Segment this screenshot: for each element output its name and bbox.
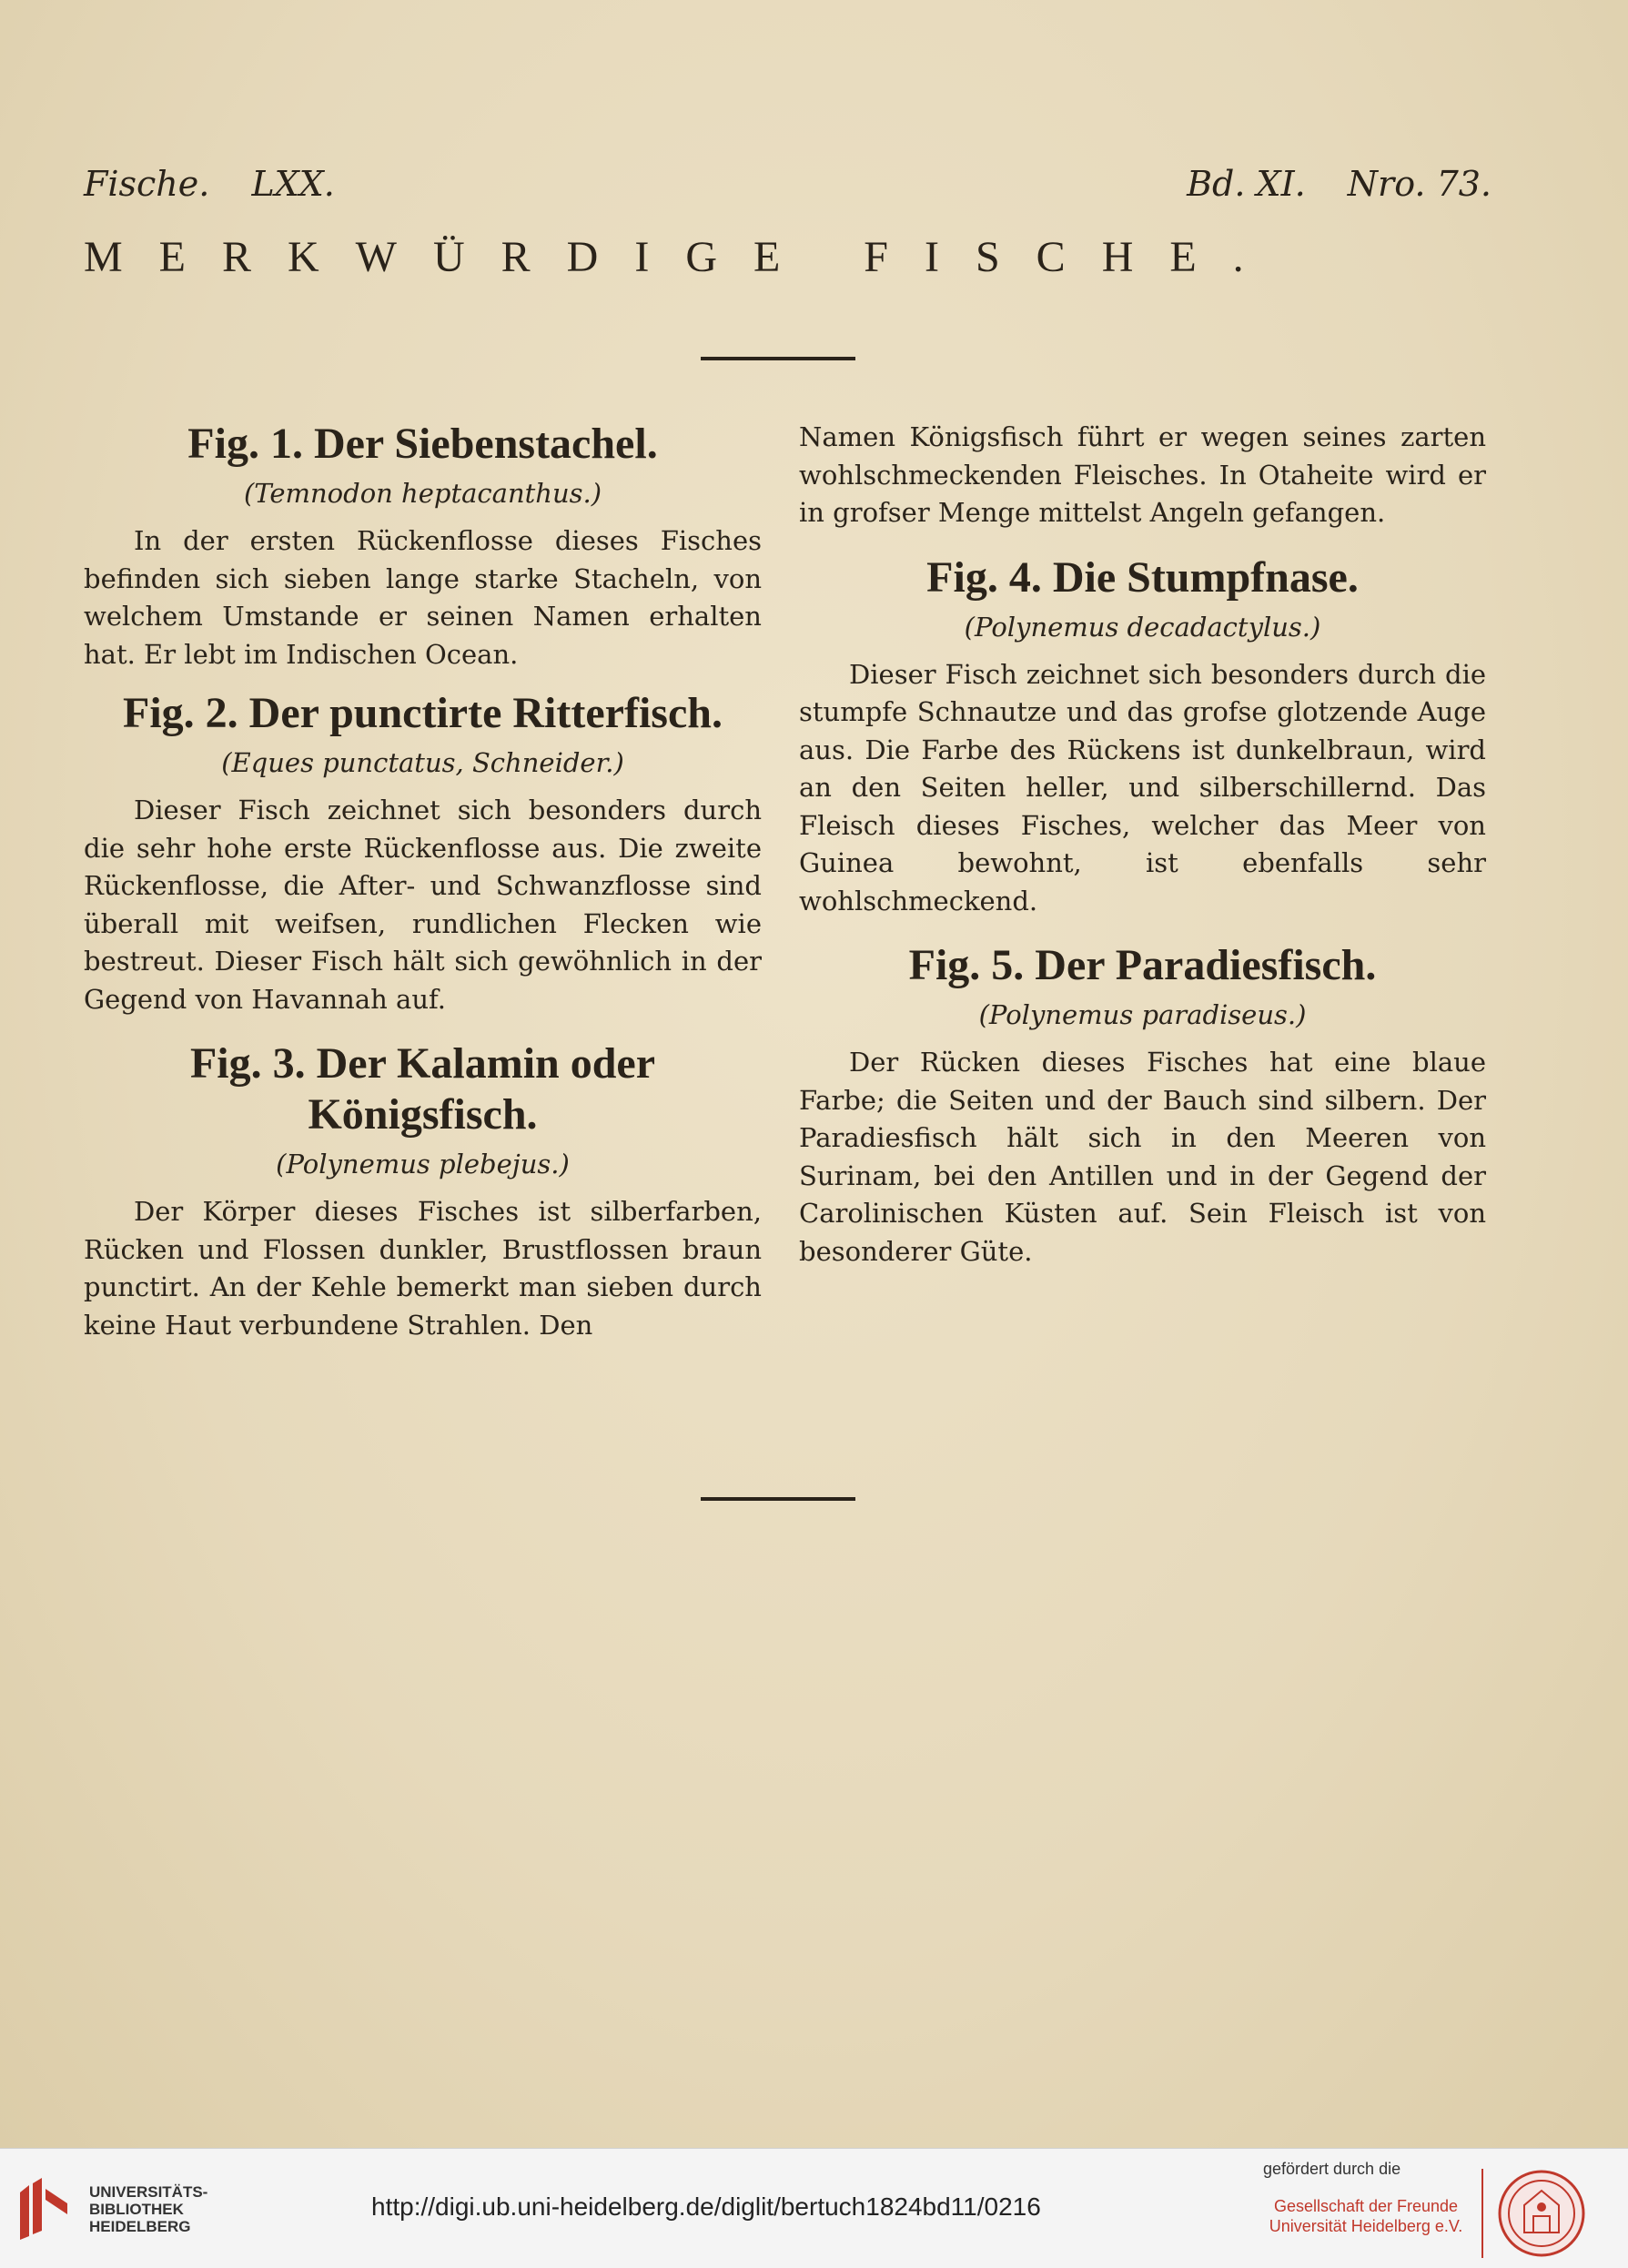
library-name[interactable]: UNIVERSITÄTS- BIBLIOTHEK HEIDELBERG xyxy=(89,2183,208,2235)
sponsor-name[interactable]: Gesellschaft der Freunde Universität Heidelberg e.V. xyxy=(1269,2197,1463,2235)
fig5-heading: Fig. 5. Der Paradiesfisch. xyxy=(908,941,1377,989)
fig2-latin-name: (Eques punctatus, Schneider.) xyxy=(221,747,624,778)
viewer-footer xyxy=(0,2148,1628,2268)
university-seal-icon xyxy=(1497,2169,1586,2258)
header-left xyxy=(84,164,366,204)
fig5-latin-name: (Polynemus paradiseus.) xyxy=(978,999,1307,1030)
sponsor-divider xyxy=(1481,2169,1483,2258)
fig1-heading: Fig. 1. Der Siebenstachel. xyxy=(187,420,658,468)
fig4-latin-name: (Polynemus decadactylus.) xyxy=(964,611,1321,643)
header-number: Nro. 73. xyxy=(1347,164,1491,204)
permalink-url[interactable]: http://digi.ub.uni-heidelberg.de/diglit/bertuch1824bd11/0216 xyxy=(371,2192,1041,2221)
header-plate-number: LXX. xyxy=(251,164,335,204)
right-column xyxy=(799,419,1486,1285)
header-section: Fische. xyxy=(84,164,210,204)
fig4-text: Dieser Fisch zeichnet sich besonders durch die stumpfe Schnautze und das grofse glotzende Auge aus. Die Farbe des Rückens ist dunkelbraun, wird an den Seiten heller, und silberschillernd. Das Fleisch dieses Fisches, welcher das Meer von Guinea bewohnt, ist ebenfalls sehr wohlschmeckend. xyxy=(799,658,1486,916)
header-volume: Bd. XI. xyxy=(1187,164,1306,204)
ub-logo-icon[interactable] xyxy=(16,2176,71,2242)
fig1-text: In der ersten Rückenflosse dieses Fisches befinden sich sieben lange starke Stacheln, von welchem Umstande er seinen Namen erhalten hat. Er lebt im Indischen Ocean. xyxy=(84,525,762,670)
fig2-text: Dieser Fisch zeichnet sich besonders durch die sehr hohe erste Rückenflosse aus. Die zweite Rückenflosse, die After- und Schwanzflosse sind überall mit weifsen, rundlichen Flecken wie bestreut. Dieser Fisch hält sich gewöhnlich in der Gegend von Havannah auf. xyxy=(84,795,762,1015)
fig3-text: Der Körper dieses Fisches ist silberfarben, Rücken und Flossen dunkler, Brustflossen braun punctirt. An der Kehle bemerkt man sieben durch keine Haut verbundene Strahlen. Den xyxy=(84,1196,762,1341)
continued-text: Namen Königsfisch führt er wegen seines zarten wohlschmeckenden Fleisches. In Otaheite wird er in grofser Menge mittelst Angeln gefangen. xyxy=(799,421,1486,528)
fig4-heading: Fig. 4. Die Stumpfnase. xyxy=(926,552,1359,602)
fig1-latin-name: (Temnodon heptacanthus.) xyxy=(243,478,602,509)
sponsor-label: gefördert durch die xyxy=(1263,2160,1401,2178)
divider-bottom xyxy=(701,1497,855,1501)
page-title: MERKWÜRDIGE FISCHE. xyxy=(84,233,1280,281)
fig5-text: Der Rücken dieses Fisches hat eine blaue Farbe; die Seiten und der Bauch sind silbern. Der Paradiesfisch hält sich in den Meeren von Surinam, bei den Antillen und in der Gegend der Carolinischen Küsten auf. Sein Fleisch ist von besonderer Güte. xyxy=(799,1047,1486,1267)
left-column xyxy=(84,419,762,1359)
fig3-heading: Fig. 3. Der Kalamin oder Königsfisch. xyxy=(189,1039,656,1139)
fig2-heading: Fig. 2. Der punctirte Ritterfisch. xyxy=(123,689,723,737)
header-right xyxy=(1187,164,1491,204)
fig3-latin-name: (Polynemus plebejus.) xyxy=(276,1149,570,1180)
divider-top xyxy=(701,357,855,360)
